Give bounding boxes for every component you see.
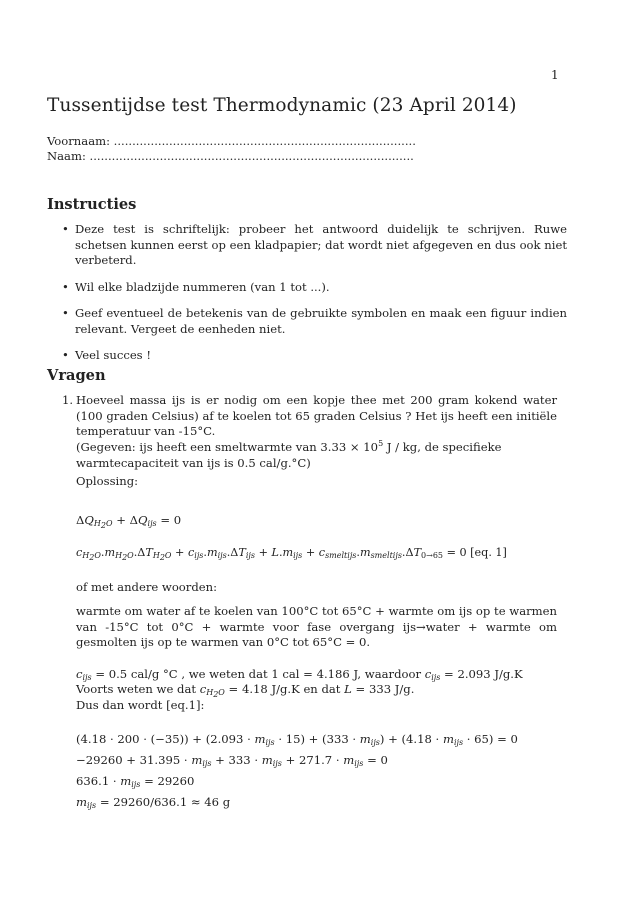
equation-delta-q: $\Delta Q_{H_2O} + \Delta Q_{ijs} = 0$ [76,513,182,530]
vragen-heading: Vragen [47,367,106,384]
voorts-line: Voorts weten we dat $c_{H_2O} = 4.18$ J/g.K en dat L = 333 J/g. [76,682,415,699]
naam-field: Naam: ........................................................................................ [47,149,414,163]
list-item: • Deze test is schriftelijk: probeer het antwoord duidelijk te schrijven. Ruwe schetsen kunnen eerst op een kladpapier; dat wordt niet afgegeven en dus ook niet verbeterd. [62,222,567,269]
equation-3: $(4.18 \cdot 200 \cdot (-35)) + (2.093 \cdot m_{ijs} \cdot 15) + (333 \cdot m_{ijs}) + (4.18 \cdot m_{ijs} \cdot 65) = 0$ [76,732,518,747]
equation-4: $-29260 + 31.395 \cdot m_{ijs} + 333 \cdot m_{ijs} + 271.7 \cdot m_{ijs} = 0$ [76,753,388,768]
dus-line: Dus dan wordt [eq.1]: [76,698,205,712]
description-text: warmte om water af te koelen van 100°C tot 65°C + warmte om ijs op te warmen van -15°C tot 0°C + warmte voor fase overgang ijs→water + warmte om gesmolten ijs op te warmen van 0°C tot 65°C = 0. [76,604,557,649]
equation-1: $c_{H_2O}.m_{H_2O}.\Delta T_{H_2O} + c_{ijs}.m_{ijs}.\Delta T_{ijs} + L.m_{ijs} + c_{smeltijs}.m_{smeltijs}.\Delta T_{0\to 65} = 0$ [eq. 1] [76,546,507,562]
question-text: Hoeveel massa ijs is er nodig om een kopje thee met 200 gram kokend water (100 graden Celsius) af te koelen tot 65 graden Celsius ? Het ijs heeft een initiële temperatuur van -15°C. [76,393,557,438]
list-item: • Veel succes ! [62,348,567,364]
other-words-text: of met andere woorden: [76,580,217,594]
list-item: • Geef eventueel de betekenis van de gebruikte symbolen en maak een figuur indien relevant. Vergeet de eenheden niet. [62,306,567,337]
voornaam-field: Voornaam: .................................................................................. [47,134,416,148]
instructions-list [62,222,567,375]
page-number: 1 [551,68,559,82]
question-given: (Gegeven: ijs heeft een smeltwarmte van $3.33 \times 10^5$ J / kg, de specifieke warmtecapaciteit van ijs is 0.5 cal/g.°C) [76,439,502,470]
instructies-heading: Instructies [47,196,137,213]
solution-label: Oplossing: [76,474,139,488]
c-ijs-line: $c_{ijs} = 0.5$ cal/g °C , we weten dat 1 cal = 4.186 J, waardoor $c_{ijs} = 2.093$ J/g.K [76,667,523,682]
page-title: Tussentijdse test Thermodynamic (23 April 2014) [47,95,517,116]
equation-5: $636.1 \cdot m_{ijs} = 29260$ [76,774,195,789]
question-number: 1. [62,393,74,407]
equation-6: $m_{ijs} = 29260/636.1 \approx 46$ g [76,795,231,810]
list-item: • Wil elke bladzijde nummeren (van 1 tot ...). [62,280,567,296]
